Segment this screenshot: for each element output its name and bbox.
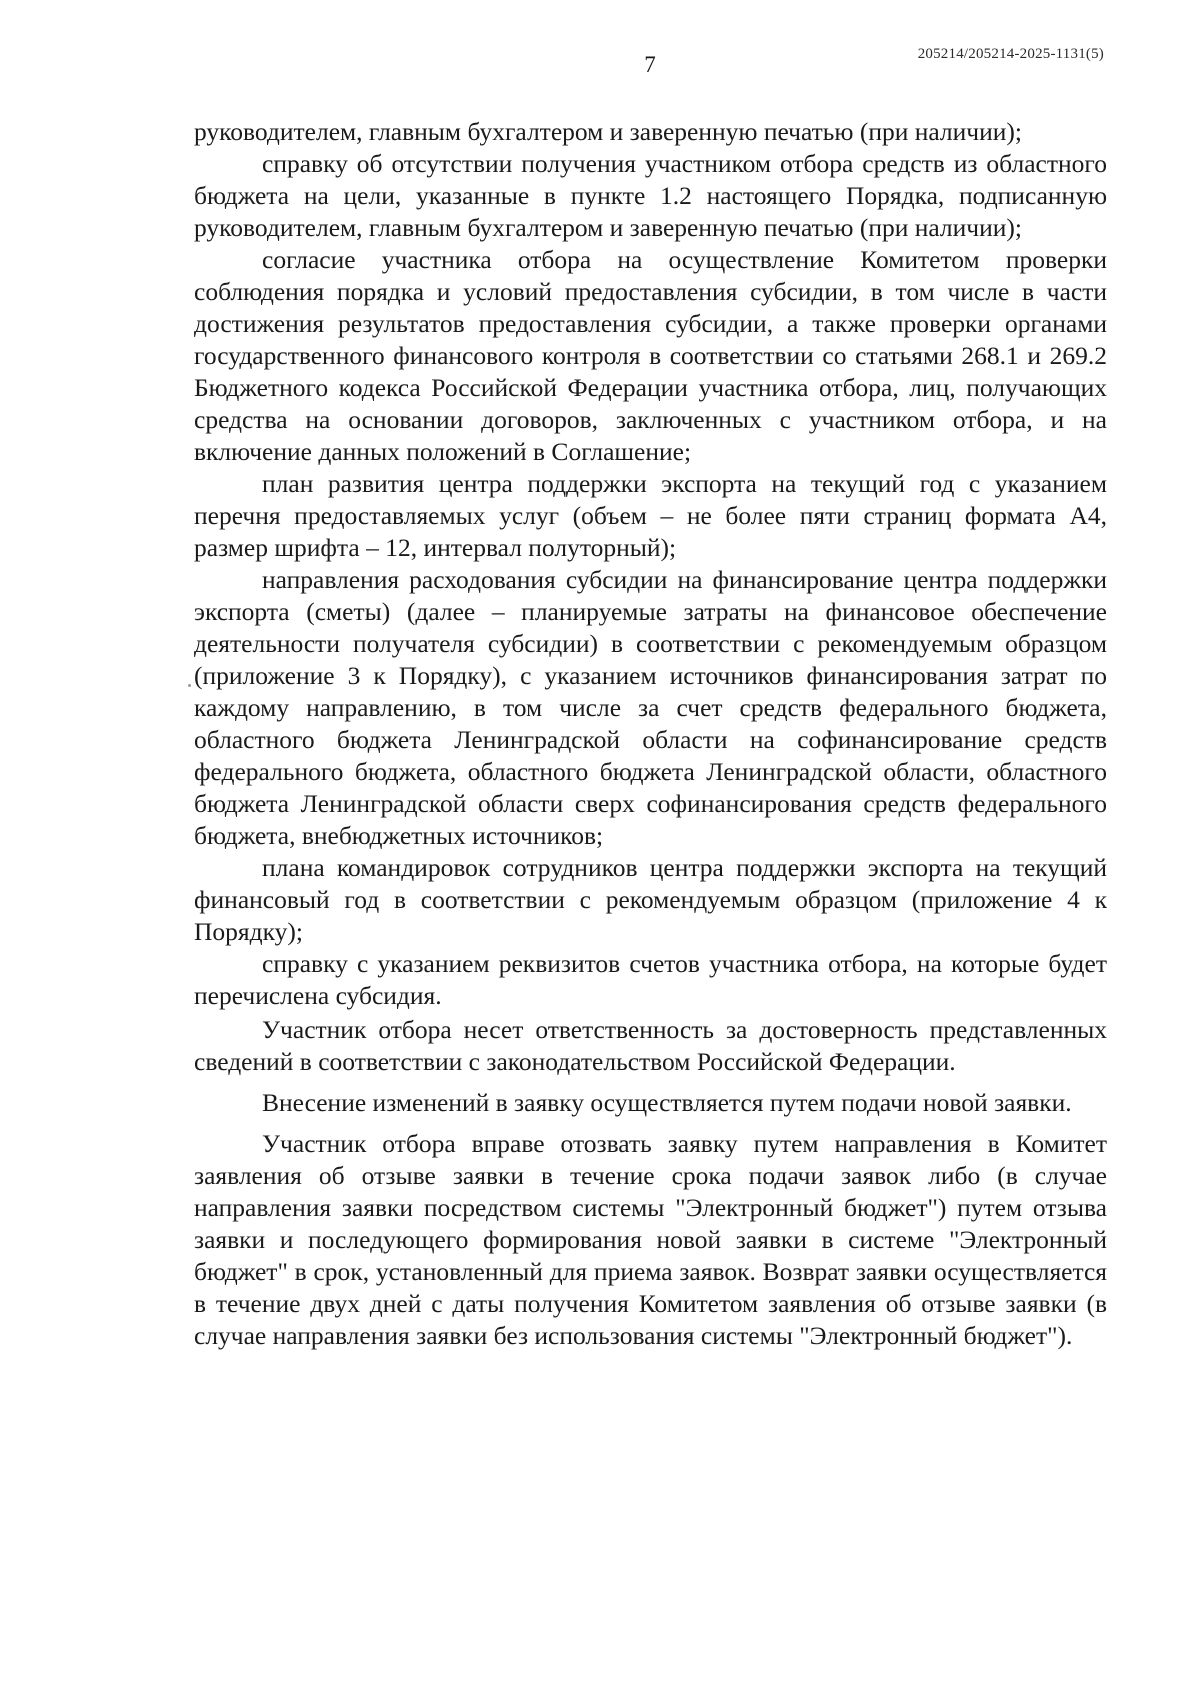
paragraph-continuation: руководителем, главным бухгалтером и заверенную печатью (при наличии); xyxy=(194,117,1022,146)
scan-speck xyxy=(188,684,191,687)
paragraph-amendments: Внесение изменений в заявку осуществляется путем подачи новой заявки. xyxy=(262,1088,1072,1117)
document-registration-code: 205214/205214-2025-1131(5) xyxy=(917,46,1104,62)
paragraph-responsibility: Участник отбора несет ответственность за достоверность представленных сведений в соответствии с законодательством Российской Федерации. xyxy=(194,1015,1107,1076)
paragraph-withdrawal: Участник отбора вправе отозвать заявку путем направления в Комитет заявления об отзыве заявки в течение срока подачи заявок либо (в случае направления заявки посредством системы "Электронный бюджет") путем отзыва заявки и последующего формирования новой заявки в системе "Электронный бюджет" в срок, установленный для приема заявок. Возврат заявки осуществляется в течение двух дней с даты получения Комитетом заявления об отзыве заявки (в случае направления заявки без использования системы "Электронный бюджет"). xyxy=(194,1129,1107,1350)
paragraph-spending-directions: направления расходования субсидии на финансирование центра поддержки экспорта (сметы) (далее – планируемые затраты на финансовое обеспечение деятельности получателя субсидии) в соответствии с рекомендуемым образцом (приложение 3 к Порядку), с указанием источников финансирования затрат по каждому направлению, в том числе за счет средств федерального бюджета, областного бюджета Ленинградской области на софинансирование средств федерального бюджета, областного бюджета Ленинградской области, областного бюджета Ленинградской области сверх софинансирования средств федерального бюджета, внебюджетных источников; xyxy=(194,565,1107,850)
page-number: 7 xyxy=(644,52,656,77)
paragraph-certificate-no-funding: справку об отсутствии получения участником отбора средств из областного бюджета на цели, указанные в пункте 1.2 настоящего Порядка, подписанную руководителем, главным бухгалтером и заверенную печатью (при наличии); xyxy=(194,149,1107,242)
paragraph-business-trip-plan: плана командировок сотрудников центра поддержки экспорта на текущий финансовый год в соответствии с рекомендуемым образцом (приложение 4 к Порядку); xyxy=(194,853,1107,946)
paragraph-development-plan: план развития центра поддержки экспорта на текущий год с указанием перечня предоставляемых услуг (объем – не более пяти страниц формата А4, размер шрифта – 12, интервал полуторный); xyxy=(194,469,1107,562)
document-body xyxy=(194,116,1107,1352)
paragraph-consent-to-inspection: согласие участника отбора на осуществление Комитетом проверки соблюдения порядка и условий предоставления субсидии, в том числе в части достижения результатов предоставления субсидии, а также проверки органами государственного финансового контроля в соответствии со статьями 268.1 и 269.2 Бюджетного кодекса Российской Федерации участника отбора, лиц, получающих средства на основании договоров, заключенных с участником отбора, и на включение данных положений в Соглашение; xyxy=(194,245,1107,466)
paragraph-bank-details: справку с указанием реквизитов счетов участника отбора, на которые будет перечислена субсидия. xyxy=(194,949,1107,1010)
